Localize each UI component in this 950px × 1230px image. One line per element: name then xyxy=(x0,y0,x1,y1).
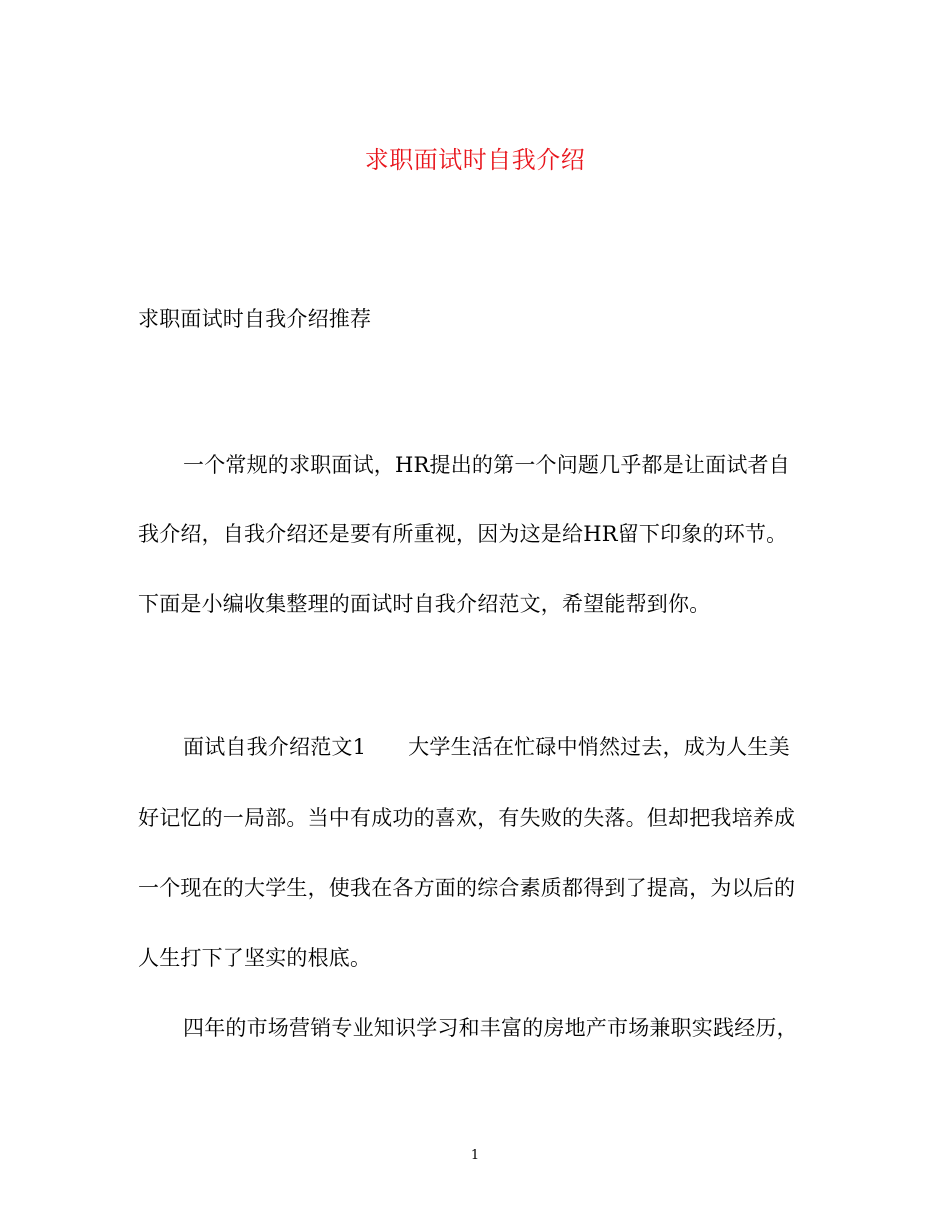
paragraph2-line4: 人生打下了坚实的根底。 xyxy=(138,946,372,970)
paragraph2-first-text: 大学生活在忙碌中悄然过去，成为人生美 xyxy=(408,735,790,759)
document-title: 求职面试时自我介绍 xyxy=(364,146,586,174)
sample-heading: 面试自我介绍范文1 xyxy=(183,735,367,759)
paragraph1-line2: 我介绍，自我介绍还是要有所重视，因为这是给HR留下印象的环节。 xyxy=(138,522,788,546)
page-number: 1 xyxy=(470,1148,480,1163)
paragraph3-line1: 四年的市场营销专业知识学习和丰富的房地产市场兼职实践经历， xyxy=(183,1016,798,1040)
paragraph1-line3: 下面是小编收集整理的面试时自我介绍范文，希望能帮到你。 xyxy=(138,592,711,616)
paragraph1-line1: 一个常规的求职面试，HR提出的第一个问题几乎都是让面试者自 xyxy=(183,453,790,477)
paragraph2-line2: 好记忆的一局部。当中有成功的喜欢，有失败的失落。但却把我培养成 xyxy=(138,806,796,830)
subtitle: 求职面试时自我介绍推荐 xyxy=(138,307,372,331)
paragraph2-line1 xyxy=(183,732,790,762)
paragraph2-line3: 一个现在的大学生，使我在各方面的综合素质都得到了提高，为以后的 xyxy=(138,876,796,900)
